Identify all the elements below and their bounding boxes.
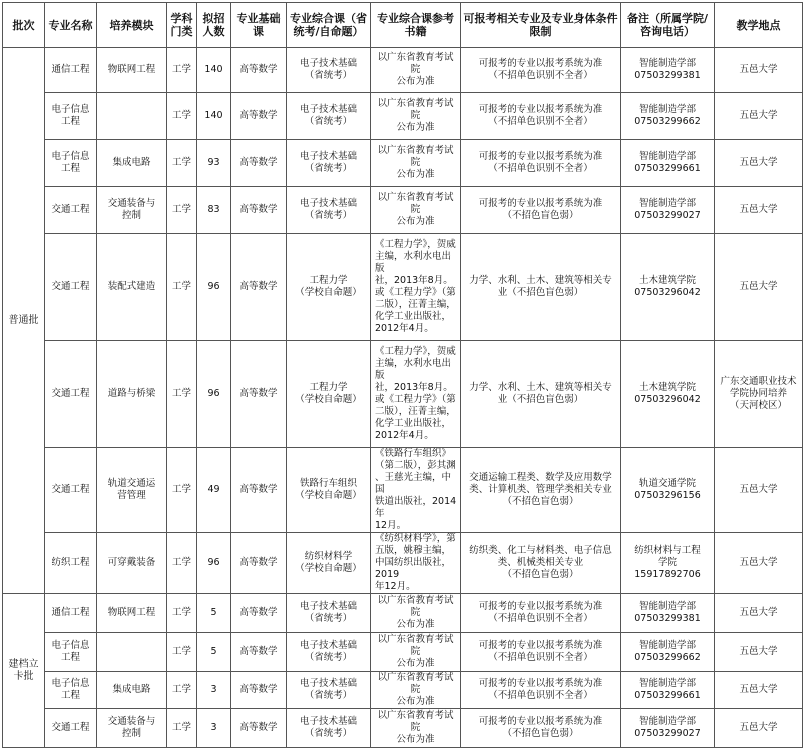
admissions-table-container	[2, 2, 803, 748]
table-row	[3, 234, 803, 341]
batch-cell: 普通批	[3, 48, 45, 594]
comprehensive-course-cell: 工程力学 （学校自命题）	[287, 234, 371, 341]
basic-course-cell: 高等数学	[231, 594, 287, 633]
category-cell: 工学	[167, 48, 197, 93]
header-location: 教学地点	[715, 3, 803, 48]
table-row	[3, 594, 803, 633]
batch-cell: 建档立 卡批	[3, 594, 45, 748]
location-cell: 五邑大学	[715, 234, 803, 341]
basic-course-cell: 高等数学	[231, 341, 287, 448]
module-cell: 集成电路	[97, 140, 167, 187]
reference-books-cell: 《工程力学》，贺威 主编，水利水电出版 社，2013年8月。 或《工程力学》（第 二版），汪菁主编， 化学工业出版社， 2012年4月。	[371, 341, 461, 448]
category-cell: 工学	[167, 234, 197, 341]
notes-cell: 纺织材料与工程 学院 15917892706	[621, 533, 715, 594]
major-cell: 交通工程	[45, 448, 97, 533]
conditions-cell: 纺织类、化工与材料类、电子信息 类、机械类相关专业 （不招色盲色弱）	[461, 533, 621, 594]
comprehensive-course-cell: 电子技术基础 （省统考）	[287, 140, 371, 187]
table-row	[3, 48, 803, 93]
quota-cell: 140	[197, 48, 231, 93]
reference-books-cell: 以广东省教育考试院 公布为准	[371, 709, 461, 748]
quota-cell: 49	[197, 448, 231, 533]
comprehensive-course-cell: 铁路行车组织 （学校自命题）	[287, 448, 371, 533]
reference-books-cell: 以广东省教育考试院 公布为准	[371, 140, 461, 187]
quota-cell: 96	[197, 533, 231, 594]
major-cell: 交通工程	[45, 709, 97, 748]
major-cell: 通信工程	[45, 48, 97, 93]
category-cell: 工学	[167, 187, 197, 234]
conditions-cell: 可报考的专业以报考系统为准 （不招色盲色弱）	[461, 187, 621, 234]
category-cell: 工学	[167, 633, 197, 672]
comprehensive-course-cell: 电子技术基础 （省统考）	[287, 187, 371, 234]
header-category: 学科门类	[167, 3, 197, 48]
conditions-cell: 可报考的专业以报考系统为准 （不招单色识别不全者）	[461, 594, 621, 633]
category-cell: 工学	[167, 533, 197, 594]
conditions-cell: 可报考的专业以报考系统为准 （不招单色识别不全者）	[461, 633, 621, 672]
notes-cell: 智能制造学部 07503299381	[621, 594, 715, 633]
category-cell: 工学	[167, 594, 197, 633]
comprehensive-course-cell: 电子技术基础 （省统考）	[287, 48, 371, 93]
conditions-cell: 可报考的专业以报考系统为准 （不招单色识别不全者）	[461, 48, 621, 93]
location-cell: 五邑大学	[715, 140, 803, 187]
major-cell: 电子信息 工程	[45, 633, 97, 672]
location-cell: 五邑大学	[715, 633, 803, 672]
major-cell: 交通工程	[45, 234, 97, 341]
notes-cell: 智能制造学部 07503299662	[621, 93, 715, 140]
location-cell: 五邑大学	[715, 709, 803, 748]
basic-course-cell: 高等数学	[231, 633, 287, 672]
conditions-cell: 力学、水利、土木、建筑等相关专 业（不招色盲色弱）	[461, 341, 621, 448]
basic-course-cell: 高等数学	[231, 187, 287, 234]
header-notes: 备注（所属学院/咨询电话）	[621, 3, 715, 48]
module-cell: 装配式建造	[97, 234, 167, 341]
basic-course-cell: 高等数学	[231, 709, 287, 748]
quota-cell: 93	[197, 140, 231, 187]
quota-cell: 83	[197, 187, 231, 234]
conditions-cell: 力学、水利、土木、建筑等相关专 业（不招色盲色弱）	[461, 234, 621, 341]
conditions-cell: 可报考的专业以报考系统为准 （不招单色识别不全者）	[461, 672, 621, 709]
category-cell: 工学	[167, 140, 197, 187]
module-cell: 轨道交通运 营管理	[97, 448, 167, 533]
comprehensive-course-cell: 电子技术基础 （省统考）	[287, 594, 371, 633]
basic-course-cell: 高等数学	[231, 234, 287, 341]
notes-cell: 智能制造学部 07503299027	[621, 709, 715, 748]
header-comprehensive-course: 专业综合课（省统考/自命题）	[287, 3, 371, 48]
conditions-cell: 可报考的专业以报考系统为准 （不招单色识别不全者）	[461, 140, 621, 187]
location-cell: 五邑大学	[715, 533, 803, 594]
table-row	[3, 140, 803, 187]
comprehensive-course-cell: 电子技术基础 （省统考）	[287, 672, 371, 709]
module-cell: 物联网工程	[97, 48, 167, 93]
module-cell: 可穿戴装备	[97, 533, 167, 594]
basic-course-cell: 高等数学	[231, 672, 287, 709]
table-row	[3, 709, 803, 748]
reference-books-cell: 以广东省教育考试院 公布为准	[371, 633, 461, 672]
major-cell: 交通工程	[45, 187, 97, 234]
conditions-cell: 可报考的专业以报考系统为准 （不招单色识别不全者）	[461, 93, 621, 140]
location-cell: 五邑大学	[715, 594, 803, 633]
header-module: 培养模块	[97, 3, 167, 48]
major-cell: 通信工程	[45, 594, 97, 633]
major-cell: 纺织工程	[45, 533, 97, 594]
reference-books-cell: 《铁路行车组织》 （第二版），彭其渊 、王慈光主编，中国 铁道出版社，2014年 12月。	[371, 448, 461, 533]
module-cell: 交通装备与 控制	[97, 187, 167, 234]
header-reference-books: 专业综合课参考书籍	[371, 3, 461, 48]
table-row	[3, 187, 803, 234]
notes-cell: 智能制造学部 07503299662	[621, 633, 715, 672]
notes-cell: 轨道交通学院 07503296156	[621, 448, 715, 533]
basic-course-cell: 高等数学	[231, 48, 287, 93]
table-row	[3, 533, 803, 594]
location-cell: 五邑大学	[715, 448, 803, 533]
quota-cell: 3	[197, 709, 231, 748]
module-cell: 交通装备与 控制	[97, 709, 167, 748]
basic-course-cell: 高等数学	[231, 93, 287, 140]
category-cell: 工学	[167, 448, 197, 533]
header-quota: 拟招人数	[197, 3, 231, 48]
reference-books-cell: 《纺织材料学》，第 五版，姚穆主编， 中国纺织出版社，2019 年12月。	[371, 533, 461, 594]
location-cell: 五邑大学	[715, 672, 803, 709]
comprehensive-course-cell: 电子技术基础 （省统考）	[287, 709, 371, 748]
notes-cell: 土木建筑学院 07503296042	[621, 234, 715, 341]
quota-cell: 3	[197, 672, 231, 709]
quota-cell: 140	[197, 93, 231, 140]
reference-books-cell: 《工程力学》，贺威 主编，水利水电出版 社，2013年8月。 或《工程力学》（第 二版），汪菁主编， 化学工业出版社， 2012年4月。	[371, 234, 461, 341]
basic-course-cell: 高等数学	[231, 533, 287, 594]
header-basic-course: 专业基础课	[231, 3, 287, 48]
admissions-table	[2, 2, 803, 748]
category-cell: 工学	[167, 93, 197, 140]
header-row	[3, 3, 803, 48]
module-cell	[97, 93, 167, 140]
comprehensive-course-cell: 纺织材料学 （学校自命题）	[287, 533, 371, 594]
notes-cell: 智能制造学部 07503299027	[621, 187, 715, 234]
location-cell: 广东交通职业技术 学院协同培养 （天河校区）	[715, 341, 803, 448]
notes-cell: 智能制造学部 07503299381	[621, 48, 715, 93]
notes-cell: 智能制造学部 07503299661	[621, 672, 715, 709]
basic-course-cell: 高等数学	[231, 448, 287, 533]
module-cell	[97, 633, 167, 672]
quota-cell: 5	[197, 594, 231, 633]
major-cell: 电子信息 工程	[45, 140, 97, 187]
reference-books-cell: 以广东省教育考试院 公布为准	[371, 187, 461, 234]
reference-books-cell: 以广东省教育考试院 公布为准	[371, 48, 461, 93]
notes-cell: 智能制造学部 07503299661	[621, 140, 715, 187]
table-row	[3, 93, 803, 140]
major-cell: 电子信息 工程	[45, 672, 97, 709]
module-cell: 集成电路	[97, 672, 167, 709]
table-body	[3, 48, 803, 748]
table-row	[3, 672, 803, 709]
conditions-cell: 可报考的专业以报考系统为准 （不招色盲色弱）	[461, 709, 621, 748]
comprehensive-course-cell: 工程力学 （学校自命题）	[287, 341, 371, 448]
location-cell: 五邑大学	[715, 187, 803, 234]
module-cell: 物联网工程	[97, 594, 167, 633]
category-cell: 工学	[167, 341, 197, 448]
module-cell: 道路与桥梁	[97, 341, 167, 448]
header-major: 专业名称	[45, 3, 97, 48]
major-cell: 交通工程	[45, 341, 97, 448]
notes-cell: 土木建筑学院 07503296042	[621, 341, 715, 448]
conditions-cell: 交通运输工程类、数学及应用数学 类、计算机类、管理学类相关专业 （不招色盲色弱）	[461, 448, 621, 533]
reference-books-cell: 以广东省教育考试院 公布为准	[371, 672, 461, 709]
header-batch: 批次	[3, 3, 45, 48]
quota-cell: 5	[197, 633, 231, 672]
basic-course-cell: 高等数学	[231, 140, 287, 187]
reference-books-cell: 以广东省教育考试院 公布为准	[371, 594, 461, 633]
quota-cell: 96	[197, 234, 231, 341]
category-cell: 工学	[167, 672, 197, 709]
table-row	[3, 448, 803, 533]
comprehensive-course-cell: 电子技术基础 （省统考）	[287, 93, 371, 140]
category-cell: 工学	[167, 709, 197, 748]
major-cell: 电子信息 工程	[45, 93, 97, 140]
quota-cell: 96	[197, 341, 231, 448]
table-row	[3, 341, 803, 448]
header-conditions: 可报考相关专业及专业身体条件限制	[461, 3, 621, 48]
location-cell: 五邑大学	[715, 93, 803, 140]
table-row	[3, 633, 803, 672]
location-cell: 五邑大学	[715, 48, 803, 93]
comprehensive-course-cell: 电子技术基础 （省统考）	[287, 633, 371, 672]
reference-books-cell: 以广东省教育考试院 公布为准	[371, 93, 461, 140]
